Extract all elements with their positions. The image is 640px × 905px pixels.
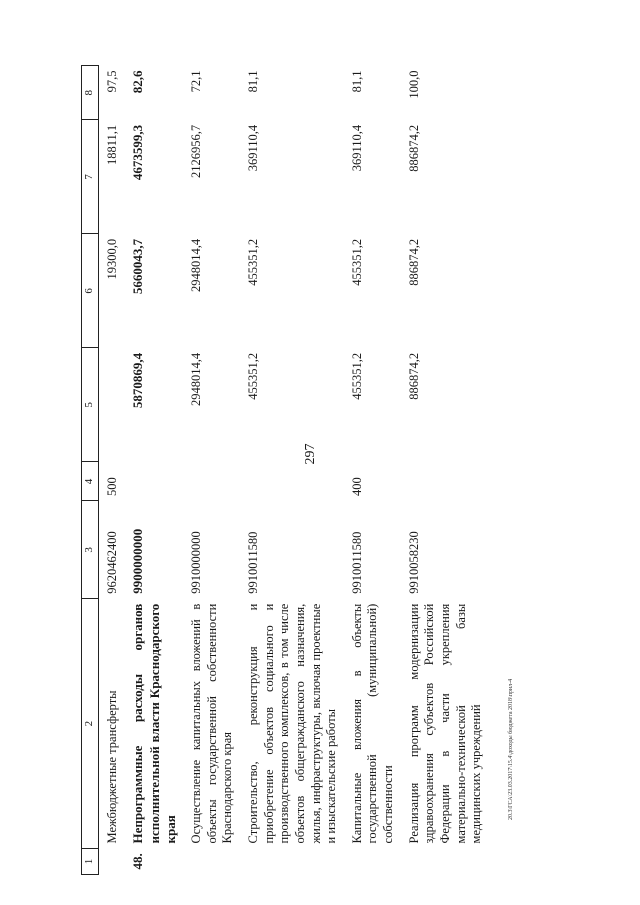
row-number <box>183 848 240 874</box>
row-value-col5: 455351,2 <box>246 352 260 400</box>
header-cell: 7 <box>82 120 99 234</box>
row-value-col7: 886874,2 <box>406 124 421 172</box>
row-value-col7: 2126956,7 <box>189 124 204 178</box>
row-number <box>98 848 124 874</box>
table-row <box>240 66 344 875</box>
row-expense-type: 400 <box>349 477 364 496</box>
row-name: Непрограммные расходы органов исполнительной власти Краснодарского края <box>130 603 178 844</box>
table-row <box>98 66 124 875</box>
row-target-code: 9620462400 <box>104 531 119 594</box>
row-value-col6: 455351,2 <box>349 238 364 286</box>
header-cell: 8 <box>82 66 99 120</box>
row-value-col7: 369110,4 <box>246 124 260 172</box>
header-cell: 4 <box>82 462 99 501</box>
row-value-col5: 455351,2 <box>349 352 364 400</box>
table-row <box>344 66 401 875</box>
row-value-col5: 886874,2 <box>406 352 421 400</box>
row-name: Реализация программ модернизации здравоохранения субъектов Российской Федерации в части укрепления материально-технической базы медицинских учреждений <box>406 603 484 844</box>
row-expense-type <box>124 462 183 501</box>
row-number <box>401 848 489 874</box>
row-number: 48. <box>130 853 146 870</box>
budget-table <box>81 65 489 875</box>
row-percent: 81,1 <box>349 70 364 93</box>
table-header-row <box>82 66 99 875</box>
header-cell: 6 <box>82 234 99 348</box>
row-value-col6: 19300,0 <box>104 238 119 280</box>
row-value-col5 <box>98 348 124 462</box>
row-value-col7: 18811,1 <box>104 124 119 166</box>
header-cell: 5 <box>82 348 99 462</box>
row-number <box>344 848 401 874</box>
row-name: Осуществление капитальных вложений в объекты государственной собственности Краснодарского края <box>189 603 235 844</box>
row-percent: 81,1 <box>246 70 260 93</box>
row-name: Межбюджетные трансферты <box>104 690 119 844</box>
row-target-code: 9910058230 <box>406 531 421 594</box>
row-value-col6: 5660043,7 <box>130 238 146 295</box>
table-row <box>401 66 489 875</box>
row-target-code: 9910011580 <box>349 531 364 594</box>
header-cell: 2 <box>82 599 99 849</box>
row-value-col5: 2948014,4 <box>189 352 204 407</box>
row-percent: 72,1 <box>189 70 204 93</box>
row-value-col6: 455351,2 <box>246 238 260 286</box>
row-percent: 82,6 <box>130 70 146 94</box>
header-cell: 3 <box>82 501 99 599</box>
row-value-col5: 5870869,4 <box>130 352 146 409</box>
row-expense-type: 500 <box>104 477 119 496</box>
row-value-col6: 886874,2 <box>406 238 421 286</box>
row-expense-type <box>240 462 344 501</box>
table-row <box>183 66 240 875</box>
row-target-code: 9910011580 <box>246 531 260 594</box>
page-number: 297 <box>303 443 318 465</box>
row-percent: 100,0 <box>406 70 421 99</box>
rotated-table-container <box>81 65 551 875</box>
row-target-code: 9910000000 <box>189 531 204 594</box>
row-name: Капитальные вложения в объекты государственной (муниципальной) собственности <box>349 603 395 844</box>
document-footer-code: 20.3\ГСА\23.03.2017\15.4\доходы бюджета 2018\прил-4 <box>508 678 514 820</box>
row-expense-type <box>401 462 489 501</box>
row-value-col7: 4673599,3 <box>130 124 146 181</box>
row-percent: 97,5 <box>104 70 119 93</box>
row-target-code: 9900000000 <box>130 528 146 594</box>
row-value-col6: 2948014,4 <box>189 238 204 292</box>
row-number <box>240 848 344 874</box>
row-name: Строительство, реконструкция и приобретение объектов социального и производственного комплексов, в том числе объектов общегражданского назначения, жилья, инфраструктуры, включая проектные и изыскательские работы <box>246 603 339 844</box>
row-value-col7: 369110,4 <box>349 124 364 172</box>
header-cell: 1 <box>82 848 99 874</box>
table-row <box>124 66 183 875</box>
row-expense-type <box>183 462 240 501</box>
